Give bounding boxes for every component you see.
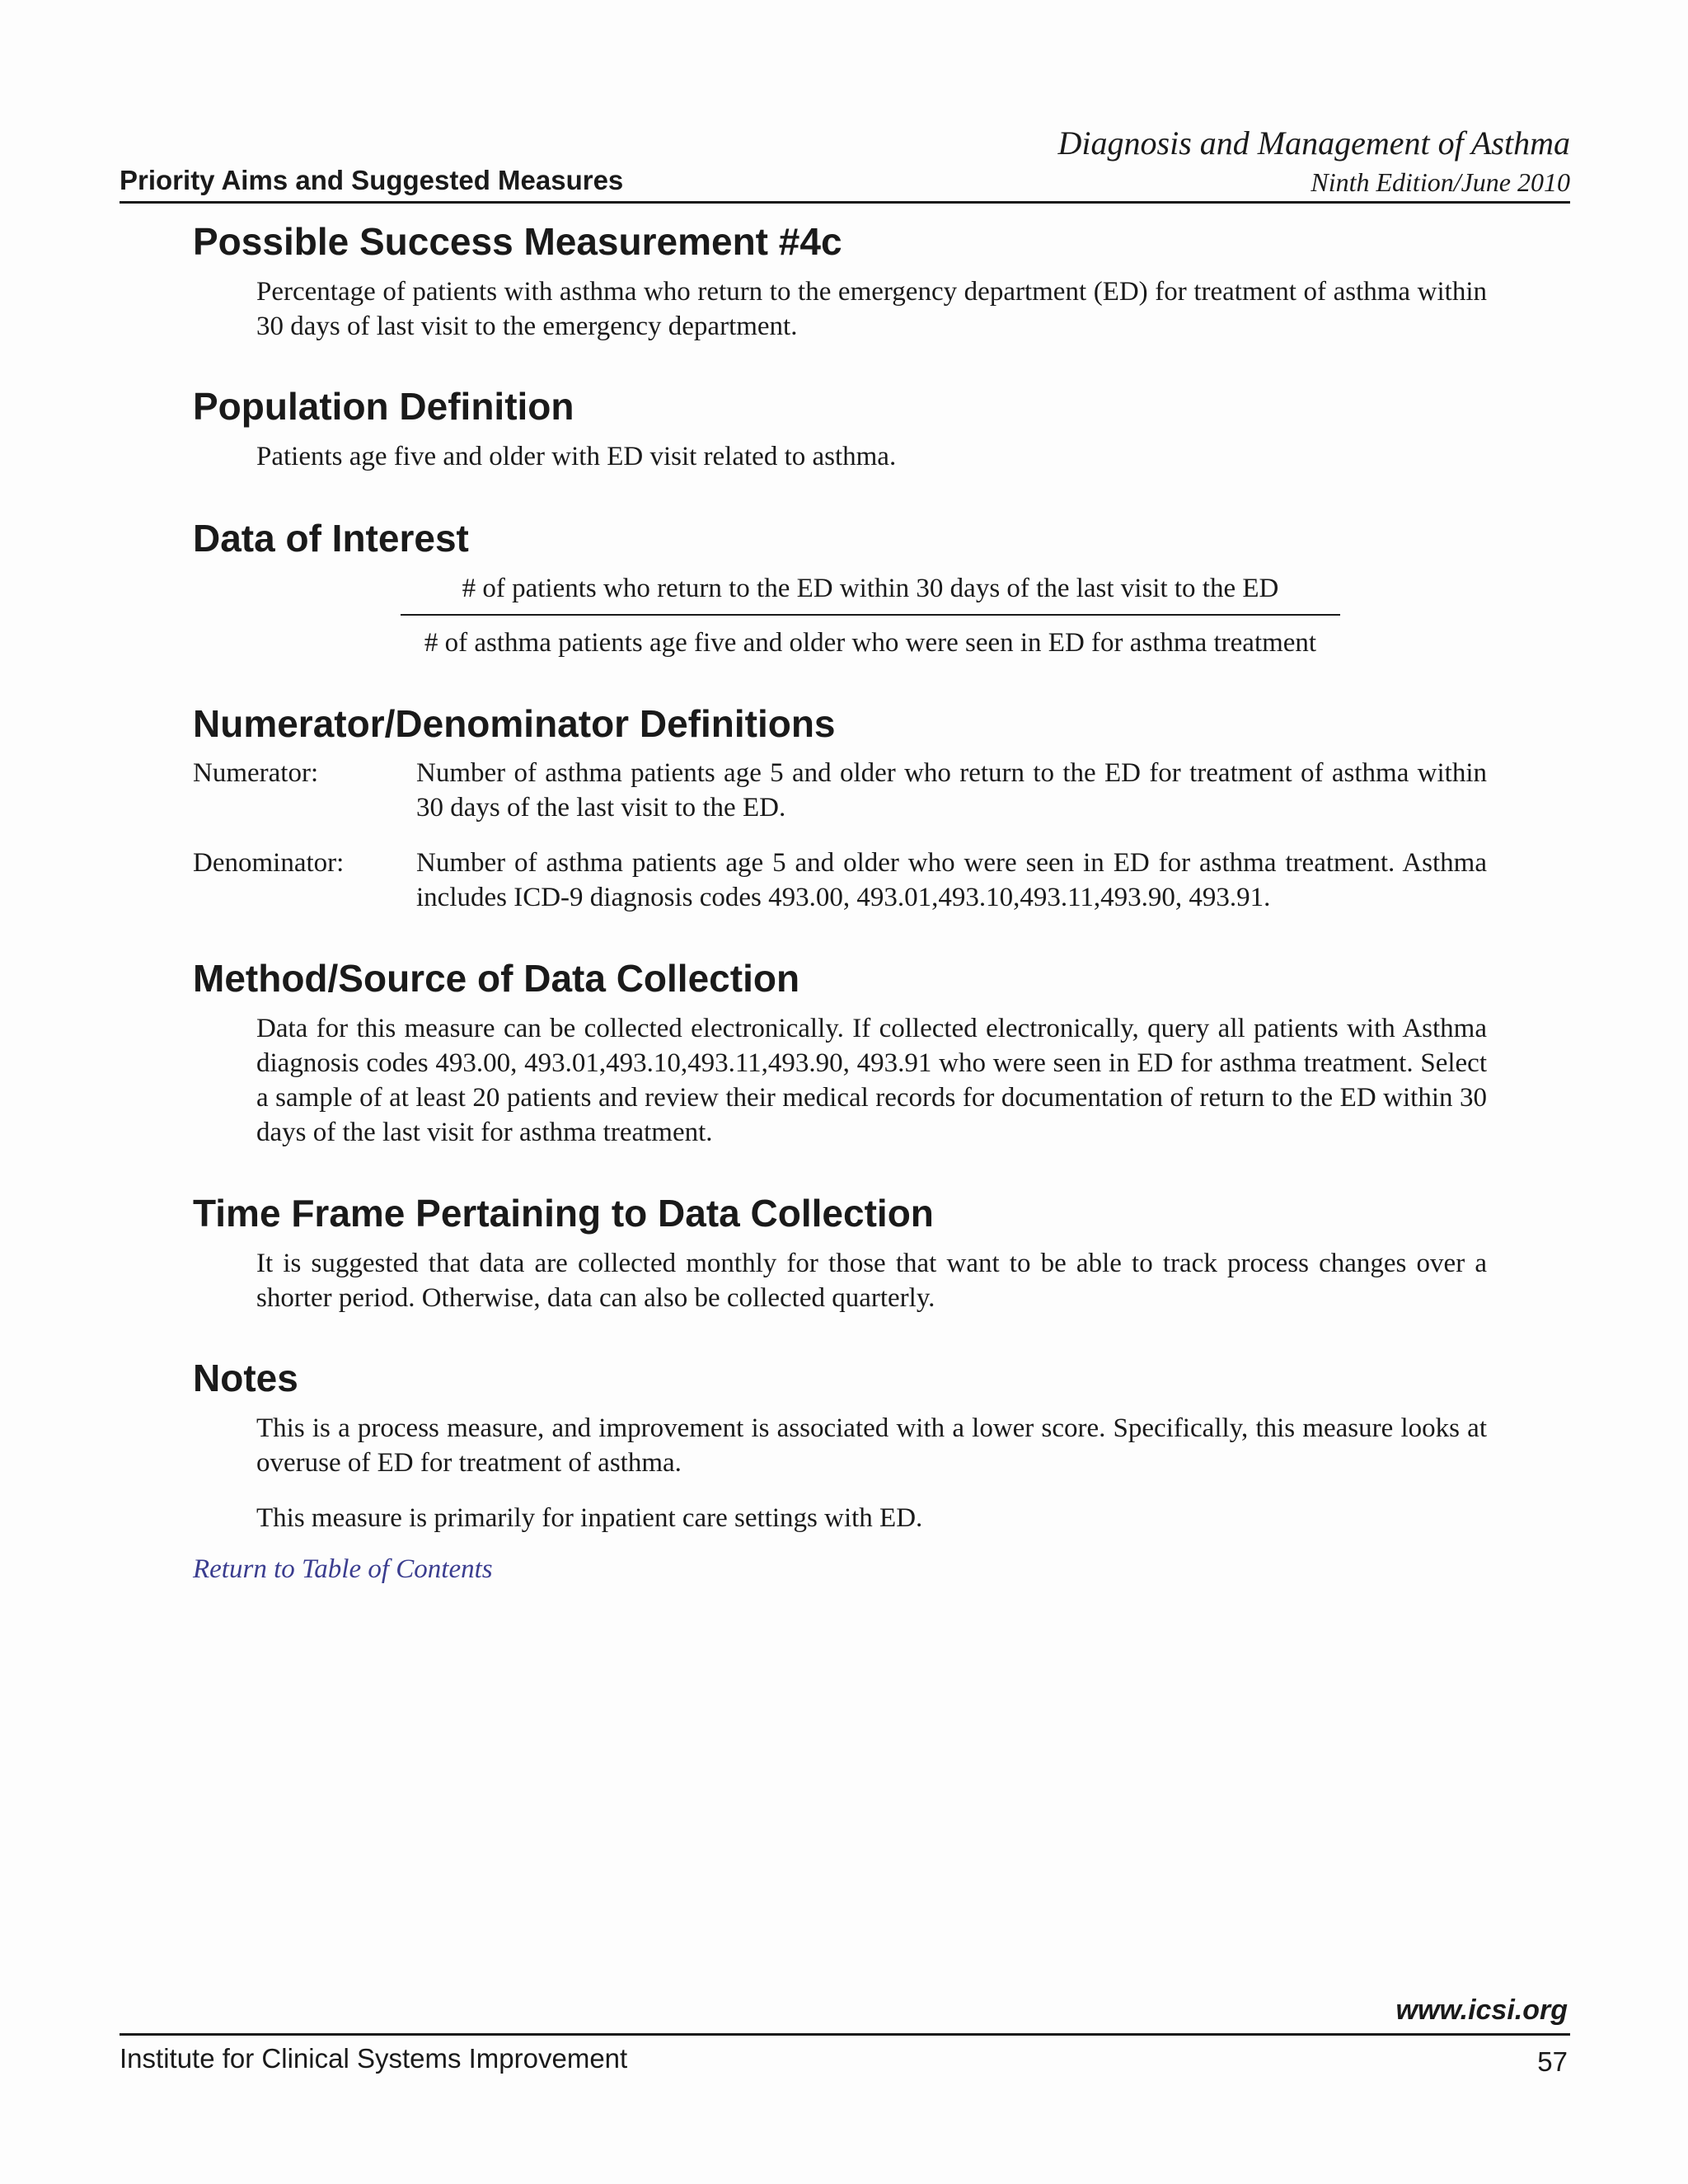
numerator-definition: Number of asthma patients age 5 and older who return to the ED for treatment of asthma within 30 days of the last visit to the ED. xyxy=(416,758,1487,823)
method-text: Data for this measure can be collected electronically. If collected electronically, query all patients with Asthma diagnosis codes 493.00, 493.01,493.10,493.11,493.90, 493.91 who were seen in ED for asthma treatment. Select a sample of at least 20 patients and review their medical records for documentation of return to the ED within 30 days of the last visit for asthma treatment. xyxy=(256,1014,1487,1147)
document-title: Diagnosis and Management of Asthma xyxy=(1057,124,1570,162)
time-frame-text: It is suggested that data are collected monthly for those that want to be able to track process changes over a shorter period. Otherwise, data can also be collected quarterly. xyxy=(256,1249,1487,1313)
footer-url: www.icsi.org xyxy=(1395,1994,1568,2026)
notes-text-1: This is a process measure, and improvement is associated with a lower score. Specifically, this measure looks at overuse of ED for treatment of asthma. xyxy=(256,1413,1487,1478)
definitions-heading: Numerator/Denominator Definitions xyxy=(193,702,836,745)
measure-heading: Possible Success Measurement #4c xyxy=(193,220,842,263)
fraction-numerator: # of patients who return to the ED within 30 days of the last visit to the ED xyxy=(462,574,1279,603)
measure-text: Percentage of patients with asthma who return to the emergency department (ED) for treatment of asthma within 30 days of last visit to the emergency department. xyxy=(256,277,1487,341)
population-heading: Population Definition xyxy=(193,385,574,428)
time-frame-heading: Time Frame Pertaining to Data Collection xyxy=(193,1192,934,1235)
section-title: Priority Aims and Suggested Measures xyxy=(120,165,624,195)
notes-heading: Notes xyxy=(193,1357,298,1399)
numerator-label: Numerator: xyxy=(193,758,319,788)
footer-rule xyxy=(120,2033,1570,2036)
edition-label: Ninth Edition/June 2010 xyxy=(1311,167,1570,197)
header-rule xyxy=(120,201,1570,204)
population-text: Patients age five and older with ED visit related to asthma. xyxy=(256,442,897,471)
page-number: 57 xyxy=(1537,2046,1568,2077)
footer-organization: Institute for Clinical Systems Improvement xyxy=(120,2043,628,2074)
denominator-label: Denominator: xyxy=(193,848,345,878)
notes-text-2: This measure is primarily for inpatient care settings with ED. xyxy=(256,1503,923,1533)
method-heading: Method/Source of Data Collection xyxy=(193,957,800,1000)
denominator-definition: Number of asthma patients age 5 and older who were seen in ED for asthma treatment. Asthma includes ICD-9 diagnosis codes 493.00, 493.01,493.10,493.11,493.90, 493.91. xyxy=(416,848,1487,912)
data-of-interest-heading: Data of Interest xyxy=(193,517,469,560)
fraction-denominator: # of asthma patients age five and older who were seen in ED for asthma treatment xyxy=(424,628,1317,658)
return-to-toc-link[interactable]: Return to Table of Contents xyxy=(193,1554,493,1584)
fraction-bar xyxy=(401,614,1340,616)
